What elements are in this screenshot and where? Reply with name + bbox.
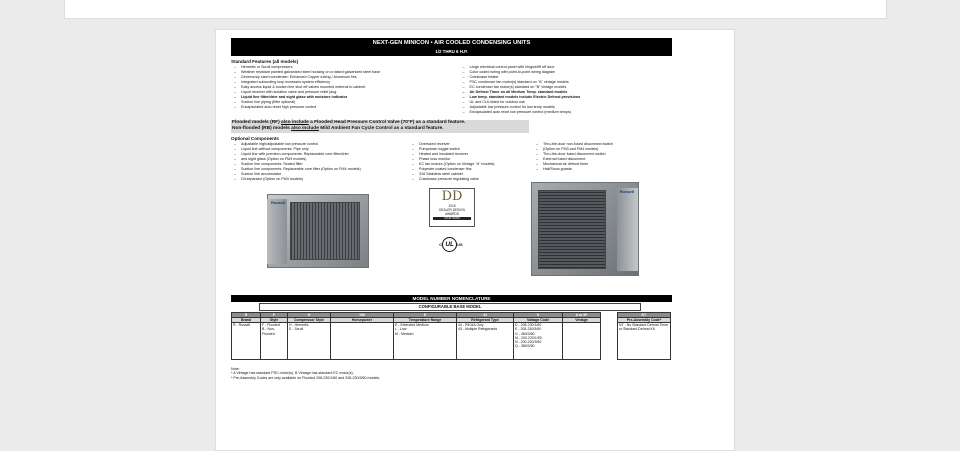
nomenclature-header: Compressor Style xyxy=(288,318,331,323)
feature-item: – Large electrical control panel with hinged/lift off door xyxy=(460,65,673,70)
feature-item: – Adjustable low pressure control for low temp models xyxy=(460,105,673,110)
feature-item: – Crankcase heater xyxy=(460,75,673,80)
option-item: – Thru-the-door non-fused disconnect switch xyxy=(533,142,672,147)
unit-logo: Russell xyxy=(619,188,634,194)
nomenclature-header: Horsepower xyxy=(331,318,394,323)
option-item: – Liquid line without components: Pipe only xyxy=(231,147,409,152)
option-item: – (Option on FM3 and FM4 models) xyxy=(533,147,672,152)
feature-item: – Low temp. standard models include Electric Defrost provisions xyxy=(460,95,673,100)
nomenclature-code: 150 xyxy=(331,312,394,317)
nomenclature-header: Voltage Code xyxy=(514,318,563,323)
condensing-unit-photo-right xyxy=(531,182,639,276)
option-item: – Oil separator (Option on FM4 models) xyxy=(231,177,409,182)
option-item: – EC fan motors (Option on Vintage "A" models) xyxy=(409,162,533,167)
pre-assembly-option: NT - No Standard Defrost Timer or Standard Defrost Kit xyxy=(619,323,669,332)
nomenclature-tables xyxy=(231,312,672,360)
nomenclature-header: Refrigerant Type xyxy=(457,318,514,323)
option-item: – Oversized receiver xyxy=(409,142,533,147)
nomenclature-option: N - 200-220/3/50 xyxy=(515,340,542,345)
unit-side-panel xyxy=(267,199,287,264)
nomenclature-option: M - Medium xyxy=(395,331,414,336)
nomenclature-options xyxy=(394,323,457,360)
compressor-section xyxy=(538,190,606,269)
option-item: – Mechanical air defrost timer xyxy=(533,162,672,167)
notes-title: Note: xyxy=(231,366,240,371)
nomenclature-option: D - 208-230/1/60 xyxy=(515,323,542,328)
option-item: – Thru-the-door fused disconnect switch xyxy=(533,152,672,157)
optional-components-title: Optional Components xyxy=(231,135,279,141)
nomenclature-options xyxy=(514,323,563,360)
nomenclature-header: Vintage xyxy=(563,318,601,323)
nomenclature-options xyxy=(563,323,601,360)
feature-item: – Encapsulated auto reset high pressure control xyxy=(231,105,444,110)
nomenclature-code: A or B* xyxy=(563,312,601,317)
document-title: NEXT-GEN MINICON • AIR COOLED CONDENSING UNITS xyxy=(372,40,531,46)
notes xyxy=(231,367,672,381)
pre-assembly-table xyxy=(617,312,671,360)
feature-item: – Suction line piping (filter optional) xyxy=(231,100,444,105)
feature-item: – Integrated subcooling loop increases system efficiency xyxy=(231,80,444,85)
nomenclature-code: R xyxy=(232,312,261,317)
option-item: – Hail/Snow guards xyxy=(533,167,672,172)
dealer-design-award-logo: DD 2018 DEALER DESIGN AWARDS ACHR NEWS xyxy=(429,188,475,227)
nomenclature-header: Brand xyxy=(232,318,261,323)
optional-components-col-3 xyxy=(533,142,672,172)
standard-features-title: Standard Features (all models) xyxy=(231,59,299,64)
nomenclature-option: M - 200-220/1/50 xyxy=(515,335,542,340)
unit-logo: Russell xyxy=(271,199,286,205)
note-line: * A Vintage has standard PSC motor(s). B Vintage has standard EC motor(s). xyxy=(231,371,354,376)
feature-item: – Air Defrost Timer on all Medium Temp. standard models xyxy=(460,90,673,95)
optional-components-col-2 xyxy=(409,142,533,182)
nomenclature-header: Temperature Range xyxy=(394,318,457,323)
document-subtitle: 1/2 THRU 6 H.P. xyxy=(435,49,468,54)
document-page xyxy=(215,29,735,451)
nomenclature-options xyxy=(457,323,514,360)
standard-features xyxy=(231,65,672,115)
standard-features-right xyxy=(460,65,673,115)
feature-item: – EC condenser fan motor(s) standard on "B" vintage models xyxy=(460,85,673,90)
option-item: – Crankcase pressure regulating valve xyxy=(409,177,533,182)
feature-item: – Color coded wiring with point-to-point wiring diagram xyxy=(460,70,673,75)
nomenclature-option: 43 - Multiple Refrigerants xyxy=(458,327,498,332)
nomenclature-option: E - 208-230/3/60 xyxy=(515,327,542,332)
nomenclature-option: Q - 380/3/50 xyxy=(515,344,535,349)
nomenclature-option: E - Extended Medium xyxy=(395,323,429,328)
option-item: – Suction line components: Sealed filter xyxy=(231,162,409,167)
nomenclature-table xyxy=(231,312,601,360)
nomenclature-option: H - Hermetic xyxy=(289,323,309,328)
feature-item: – Weather resistant painted galvanized steel housing on a raised galvanized steel base xyxy=(231,70,444,75)
feature-item: – Easy access liquid & suction line shut off valves mounted external to cabinet xyxy=(231,85,444,90)
spec-sheet xyxy=(231,38,672,381)
title-banner xyxy=(231,38,672,56)
pre-assembly-options xyxy=(618,323,671,360)
nomenclature-option: L - Low xyxy=(395,327,407,332)
optional-components xyxy=(231,142,672,182)
option-item: – Liquid line with premium components: Replaceable core filter/drier xyxy=(231,152,409,157)
flooded-note-line-1: Flooded models (RF) also include a Flooded Head Pressure Control Valve (70°F) as a standard feature. xyxy=(232,120,466,125)
option-item: – Phase loss monitor xyxy=(409,157,533,162)
previous-page xyxy=(64,0,887,19)
nomenclature-header: Style xyxy=(261,318,288,323)
cul-us-listed-mark: C UL US xyxy=(436,236,466,254)
condensing-unit-photo-left xyxy=(267,194,369,268)
optional-components-col-1 xyxy=(231,142,409,182)
option-item: – Suction line components: Replaceable core filter (Option on FM4 models) xyxy=(231,167,409,172)
feature-item: – UL and CUL listed for outdoor use xyxy=(460,100,673,105)
nomenclature-banner: MODEL NUMBER NOMENCLATURE xyxy=(231,295,672,302)
nomenclature-options xyxy=(261,323,288,360)
configurable-base-model-label: CONFIGURABLE BASE MODEL xyxy=(259,303,641,311)
standard-features-left xyxy=(231,65,444,110)
feature-item: – PSC condenser fan motor(s) standard on "A" vintage models xyxy=(460,80,673,85)
nomenclature-option: R - Russell xyxy=(233,323,251,328)
feature-item: – Generously sized condenser: Enhanced Copper tubing / Aluminum fins xyxy=(231,75,444,80)
nomenclature-options xyxy=(232,323,261,360)
nomenclature-code: F xyxy=(261,312,288,317)
condenser-grille xyxy=(290,202,360,260)
nomenclature-option: F - Flooded xyxy=(262,323,280,328)
nomenclature-code: E xyxy=(394,312,457,317)
feature-item: – Hermetic or Scroll compressors xyxy=(231,65,444,70)
nomenclature-code: D xyxy=(514,312,563,317)
feature-item: – Encapsulated auto reset low pressure control (medium temps) xyxy=(460,110,673,115)
option-item: – External fused disconnect xyxy=(533,157,672,162)
nomenclature-option: 44 - R404A Only xyxy=(458,323,484,328)
pre-assembly-header: Pre-Assembly Code* xyxy=(618,318,671,323)
unit-side-panel xyxy=(617,188,638,271)
nomenclature-options xyxy=(331,323,394,360)
nomenclature-code: 43 xyxy=(457,312,514,317)
option-item: – Pumpdown toggle switch xyxy=(409,147,533,152)
note-line: * Pre-Assembly Codes are only available on Flooded 208-230/1/60 and 208-230/3/60 models. xyxy=(231,376,381,380)
nomenclature-options-row xyxy=(232,323,601,360)
feature-item: – Liquid line filter/drier and sight glass with moisture indicator xyxy=(231,95,444,100)
flooded-note-line-2: Non-flooded (RB) models also include Mild Ambient Fan Cycle Control as a standard feature. xyxy=(232,126,444,132)
pre-assembly-code: NT xyxy=(618,312,671,317)
product-images xyxy=(231,182,672,294)
option-item: – Adjustable high/adjustable low pressure control xyxy=(231,142,409,147)
nomenclature-code: H xyxy=(288,312,331,317)
option-item: – Heated and insulated receiver xyxy=(409,152,533,157)
option-item: – and sight glass (Option on FM4 models) xyxy=(231,157,409,162)
option-item: – Suction line accumulator xyxy=(231,172,409,177)
option-item: – 316 Stainless steel cabinet xyxy=(409,172,533,177)
nomenclature-option: S - Scroll xyxy=(289,327,304,332)
nomenclature-option: B - Non-Flooded xyxy=(262,327,276,336)
nomenclature-options xyxy=(288,323,331,360)
feature-item: – Liquid receiver with isolation valve and pressure relief plug xyxy=(231,90,444,95)
nomenclature-option: G - 460/3/60 xyxy=(515,331,535,336)
option-item: – Polyester coated condenser fins xyxy=(409,167,533,172)
flooded-models-note xyxy=(231,120,529,133)
